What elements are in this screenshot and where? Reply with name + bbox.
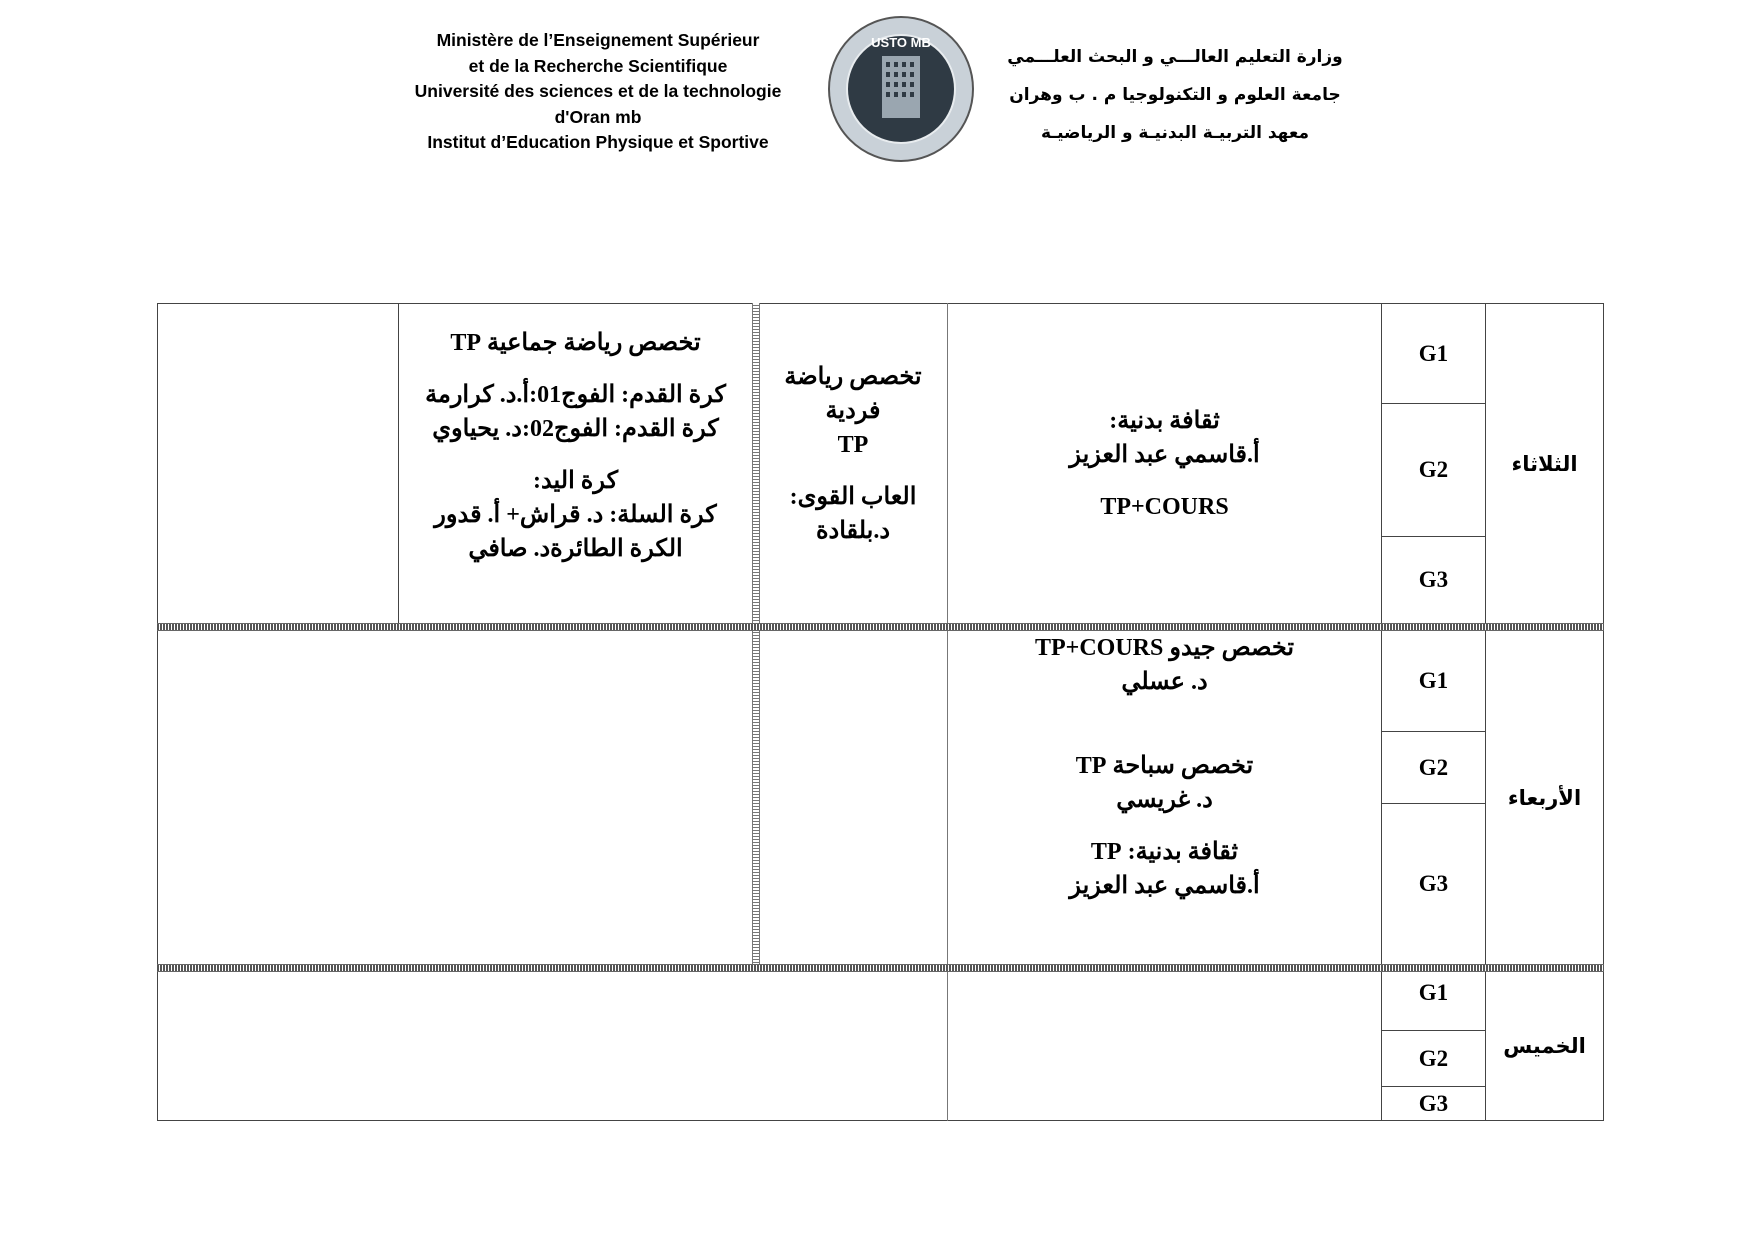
ar-header-line: معهد التربيـة البدنيـة و الرياضيـة — [1040, 123, 1310, 143]
group-g3 — [1382, 804, 1485, 964]
group-g3 — [1382, 1087, 1485, 1120]
group-g1 — [1382, 631, 1485, 731]
day-label: الأربعاء — [1507, 785, 1582, 810]
course-line: كرة القدم: الفوج01:أ.د. كرارمة — [425, 382, 726, 408]
course-teacher: د. غريسي — [1116, 787, 1213, 813]
wednesday-specialisations — [948, 631, 1381, 964]
fr-header-line: Institut d’Education Physique et Sportive — [427, 132, 769, 152]
course-title: تخصص رياضة جماعية TP — [450, 330, 701, 356]
logo-text: USTO MB — [871, 35, 931, 50]
ar-header-line: وزارة التعليم العالـــي و البحث العلـــمي — [1007, 47, 1343, 67]
course-title: ثقافة بدنية: — [1109, 407, 1220, 434]
group-g1 — [1382, 972, 1485, 1014]
row-separator-1 — [157, 623, 1604, 631]
group-label: G2 — [1418, 754, 1449, 780]
course-subject: العاب القوى: — [789, 484, 917, 510]
fr-header-line: d'Oran mb — [554, 106, 642, 127]
ar-header-line: جامعة العلوم و التكنولوجيا م . ب وهران — [1009, 85, 1341, 105]
group-g1 — [1382, 304, 1485, 403]
day-tuesday — [1486, 304, 1603, 623]
course-title: ثقافة بدنية: TP — [1090, 839, 1239, 865]
day-wednesday — [1486, 631, 1603, 964]
row-separator-2 — [157, 964, 1604, 972]
university-logo — [826, 14, 976, 164]
fr-header-line: Université des sciences et de la technologie — [414, 81, 782, 101]
group-g2 — [1382, 732, 1485, 803]
group-g3 — [1382, 537, 1485, 623]
group-label: G2 — [1418, 1045, 1449, 1071]
group-g2 — [1382, 1031, 1485, 1086]
course-line: كرة السلة: د. قراش+ أ. قدور — [434, 502, 717, 528]
course-type: TP+COURS — [1100, 493, 1229, 520]
course-line: كرة القدم: الفوج02:د. يحياوي — [432, 416, 719, 442]
table-border-left — [157, 303, 158, 1121]
tuesday-individual-sports — [759, 304, 947, 623]
course-title: تخصص جيدو TP+COURS — [1035, 635, 1295, 661]
course-teacher: أ.قاسمي عبد العزيز — [1069, 441, 1260, 468]
course-title: تخصص رياضة — [784, 364, 922, 390]
course-line: كرة اليد: — [532, 468, 619, 494]
group-label: G1 — [1418, 340, 1449, 366]
day-label: الخميس — [1503, 1034, 1586, 1058]
group-g2 — [1382, 404, 1485, 536]
course-teacher: أ.قاسمي عبد العزيز — [1069, 873, 1260, 899]
group-label: G1 — [1418, 980, 1449, 1005]
course-teacher: د.بلقادة — [815, 518, 891, 544]
course-line: الكرة الطائرةد. صافي — [468, 536, 683, 562]
group-label: G3 — [1418, 1090, 1449, 1116]
course-teacher: د. عسلي — [1121, 669, 1208, 695]
french-header — [388, 28, 808, 156]
group-label: G1 — [1418, 668, 1449, 693]
arabic-header — [985, 38, 1365, 152]
day-thursday — [1486, 972, 1603, 1120]
day-label: الثلاثاء — [1511, 451, 1578, 476]
tuesday-team-sports — [399, 304, 752, 623]
table-border-bottom — [157, 1120, 1604, 1121]
group-label: G2 — [1418, 457, 1449, 482]
group-label: G3 — [1418, 871, 1449, 896]
course-title: فردية — [825, 398, 881, 424]
group-label: G3 — [1418, 567, 1449, 592]
fr-header-line: Ministère de l’Enseignement Supérieur — [436, 30, 760, 50]
fr-header-line: et de la Recherche Scientifique — [468, 55, 728, 76]
table-border-right — [1603, 303, 1604, 1121]
course-title: تخصص سباحة TP — [1075, 753, 1254, 779]
course-type: TP — [837, 432, 869, 458]
tuesday-physical-culture — [948, 304, 1381, 623]
